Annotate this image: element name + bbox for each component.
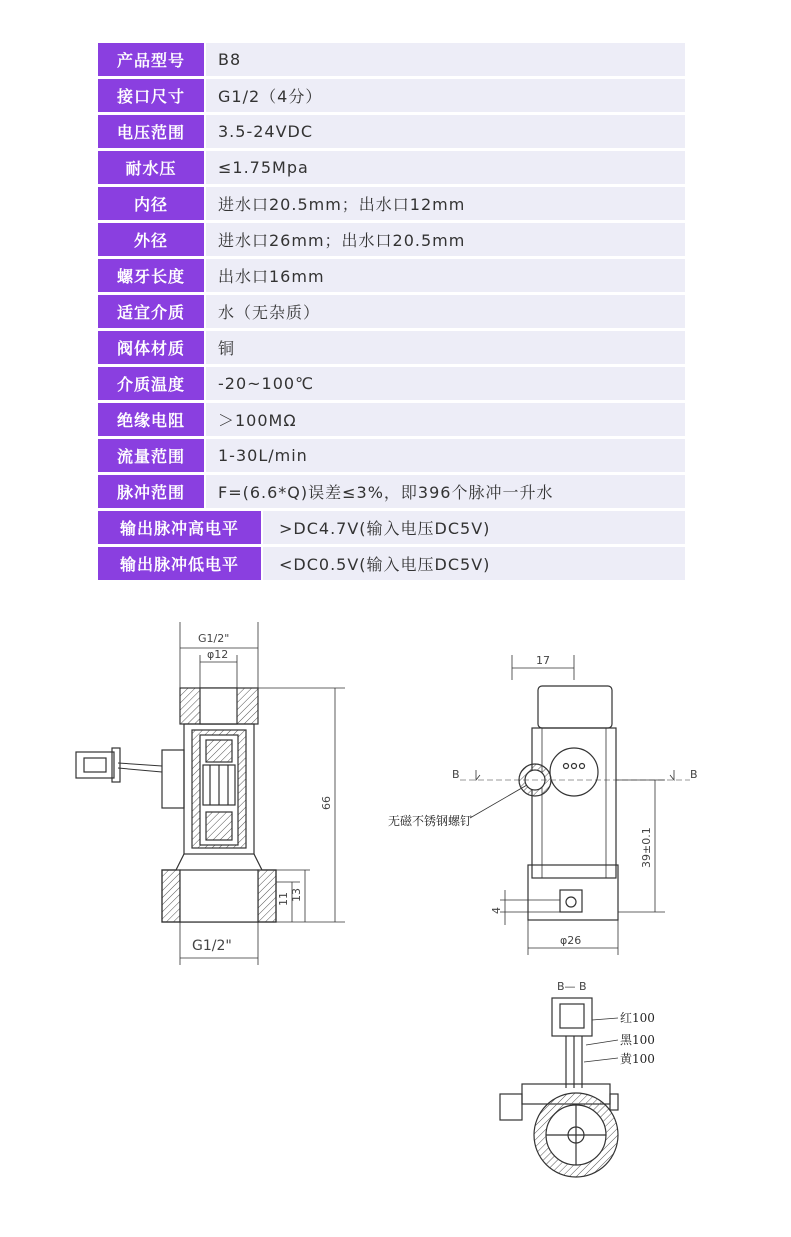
wire-label-yellow: 黄100	[620, 1052, 655, 1066]
spec-row	[98, 79, 685, 112]
wire-label-red: 红100	[620, 1011, 655, 1025]
spec-value: ＞100MΩ	[206, 403, 685, 436]
dim-height-39: 39±0.1	[640, 827, 653, 868]
spec-label: 绝缘电阻	[98, 403, 204, 436]
spec-row	[98, 331, 685, 364]
spec-value: 出水口16mm	[206, 259, 685, 292]
technical-drawing	[0, 600, 791, 1237]
spec-value: ≤1.75Mpa	[206, 151, 685, 184]
spec-value: 1-30L/min	[206, 439, 685, 472]
spec-label: 适宜介质	[98, 295, 204, 328]
section-mark-right: B	[690, 768, 698, 781]
spec-value: 铜	[206, 331, 685, 364]
dim-13: 13	[290, 888, 303, 902]
spec-value: G1/2（4分）	[206, 79, 685, 112]
spec-label: 内径	[98, 187, 204, 220]
spec-value: 进水口26mm；出水口20.5mm	[206, 223, 685, 256]
spec-value: -20~100℃	[206, 367, 685, 400]
dim-11: 11	[277, 892, 290, 906]
spec-row	[98, 115, 685, 148]
spec-value: B8	[206, 43, 685, 76]
spec-label: 接口尺寸	[98, 79, 204, 112]
spec-value: <DC0.5V(输入电压DC5V)	[263, 547, 685, 580]
spec-value: F=(6.6*Q)误差≤3%，即396个脉冲一升水	[206, 475, 685, 508]
spec-row	[98, 151, 685, 184]
spec-row	[98, 367, 685, 400]
spec-label: 耐水压	[98, 151, 204, 184]
spec-row	[98, 295, 685, 328]
spec-row	[98, 187, 685, 220]
spec-row	[98, 403, 685, 436]
screw-note: 无磁不锈钢螺钉	[388, 814, 473, 828]
dim-thread-bottom: G1/2"	[192, 938, 232, 954]
spec-row	[98, 475, 685, 508]
spec-value: 进水口20.5mm；出水口12mm	[206, 187, 685, 220]
dim-height: 66	[320, 796, 333, 810]
spec-label: 电压范围	[98, 115, 204, 148]
spec-row	[98, 511, 685, 544]
spec-value: >DC4.7V(输入电压DC5V)	[263, 511, 685, 544]
dim-4: 4	[490, 907, 503, 914]
spec-label: 脉冲范围	[98, 475, 204, 508]
spec-table	[98, 43, 685, 583]
dim-inner-dia: φ12	[207, 648, 229, 661]
spec-label: 输出脉冲高电平	[98, 511, 261, 544]
spec-row	[98, 439, 685, 472]
section-view	[500, 998, 618, 1177]
spec-label: 介质温度	[98, 367, 204, 400]
spec-label: 流量范围	[98, 439, 204, 472]
spec-label: 外径	[98, 223, 204, 256]
spec-label: 产品型号	[98, 43, 204, 76]
dim-thread-top: G1/2"	[198, 632, 230, 645]
side-view	[76, 622, 345, 965]
spec-row	[98, 223, 685, 256]
dim-dia-26: φ26	[560, 934, 582, 947]
spec-label: 输出脉冲低电平	[98, 547, 261, 580]
section-title: B— B	[557, 980, 587, 993]
spec-label: 阀体材质	[98, 331, 204, 364]
section-mark-left: B	[452, 768, 460, 781]
spec-label: 螺牙长度	[98, 259, 204, 292]
spec-row	[98, 43, 685, 76]
spec-value: 水（无杂质）	[206, 295, 685, 328]
wire-label-black: 黑100	[620, 1033, 655, 1047]
spec-row	[98, 259, 685, 292]
dim-width-17: 17	[536, 654, 550, 667]
spec-value: 3.5-24VDC	[206, 115, 685, 148]
spec-row	[98, 547, 685, 580]
